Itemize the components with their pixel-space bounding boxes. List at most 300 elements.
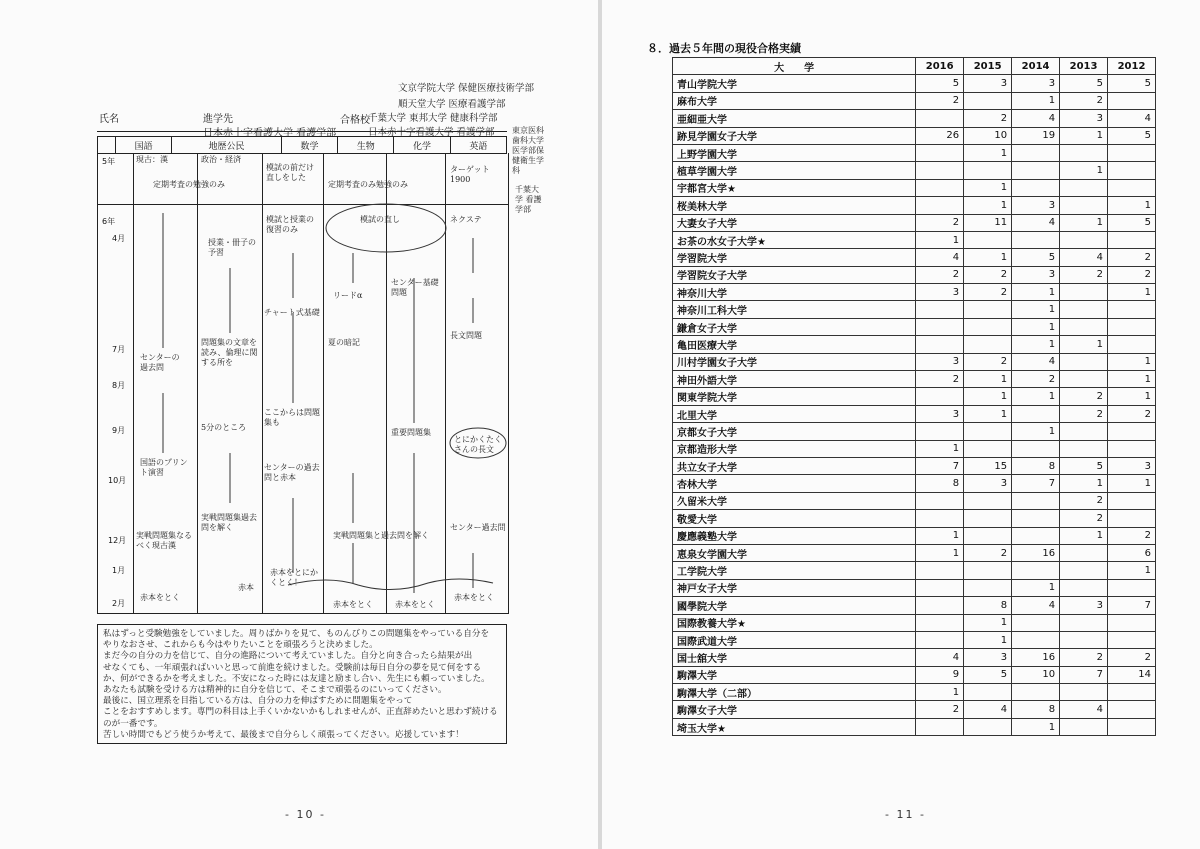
pass-count-cell: 5 (1060, 75, 1108, 92)
note-seibutsu-2: 模試の直し (360, 215, 400, 224)
pass-count-cell (1060, 231, 1108, 248)
pass-count-cell: 3 (1108, 457, 1156, 474)
pass-count-cell (1012, 405, 1060, 422)
university-name: 亜細亜大学 (673, 110, 916, 127)
university-name: 学習院女子大学 (673, 266, 916, 283)
row-august: 8月 (112, 381, 126, 390)
university-name: お茶の水女子大学★ (673, 231, 916, 248)
pass-count-cell (1012, 492, 1060, 509)
pass-count-cell (1060, 579, 1108, 596)
university-name: 神戸女子大学 (673, 579, 916, 596)
pass-count-cell (1108, 440, 1156, 457)
note-sugaku-4: ここからは問題集も (264, 408, 320, 427)
note-eigo-2: ネクステ (450, 215, 482, 224)
pass-count-cell: 1 (1060, 162, 1108, 179)
note-eigo-5: センター過去問 (450, 523, 506, 532)
pass-count-cell: 7 (1108, 597, 1156, 614)
pass-count-cell (1108, 162, 1156, 179)
pass-count-cell (1060, 197, 1108, 214)
pass-count-cell: 10 (964, 127, 1012, 144)
pass-count-cell: 1 (1012, 318, 1060, 335)
university-name: 神田外語大学 (673, 371, 916, 388)
pass-count-cell (1060, 614, 1108, 631)
note-kagaku-1: センター基礎問題 (391, 278, 439, 297)
pass-count-cell (916, 492, 964, 509)
pass-count-cell (916, 423, 964, 440)
pass-count-cell: 2 (1060, 405, 1108, 422)
pass-count-cell (1060, 301, 1108, 318)
pass-count-cell (964, 336, 1012, 353)
pass-count-cell: 3 (916, 353, 964, 370)
pass-count-cell: 7 (1060, 666, 1108, 683)
column-seibutsu: 生物 (338, 137, 394, 154)
pass-count-cell (1012, 527, 1060, 544)
row-october: 10月 (108, 476, 127, 485)
pass-count-cell (964, 318, 1012, 335)
table-row (673, 388, 1156, 405)
pass-count-cell (916, 197, 964, 214)
pass-count-cell: 1 (1060, 127, 1108, 144)
study-schedule-header (97, 136, 507, 154)
pass-count-cell: 2 (916, 701, 964, 718)
pass-count-cell: 1 (1108, 284, 1156, 301)
pass-count-cell: 2 (1060, 388, 1108, 405)
note-chireki-4: 5分のところ (201, 423, 247, 432)
route-value: 日本赤十字看護大学 看護学部 (203, 128, 337, 139)
note-kokugo-3: センターの過去問 (140, 353, 180, 372)
row-6nen: 6年 (102, 217, 116, 226)
pass-count-cell: 1 (964, 631, 1012, 648)
pass-count-cell: 16 (1012, 649, 1060, 666)
pass-count-cell (1108, 701, 1156, 718)
note-seibutsu-5: 実戦問題集と過去問を解く (333, 531, 429, 540)
pass-count-cell: 3 (916, 405, 964, 422)
pass-count-cell (916, 388, 964, 405)
table-row (673, 631, 1156, 648)
pass-count-cell: 1 (916, 231, 964, 248)
pass-count-cell: 7 (916, 457, 964, 474)
university-name: 植草学園大学 (673, 162, 916, 179)
table-row (673, 318, 1156, 335)
pass-count-cell: 1 (916, 544, 964, 561)
table-row (673, 579, 1156, 596)
note-seibutsu-3: リードα (333, 291, 363, 300)
pass-count-cell: 14 (1108, 666, 1156, 683)
pass-count-cell (1060, 440, 1108, 457)
pass-count-cell: 4 (1012, 597, 1060, 614)
pass-count-cell (1060, 562, 1108, 579)
pass-count-cell (1012, 179, 1060, 196)
university-name: 埼玉大学★ (673, 718, 916, 735)
note-kagaku-2: 重要問題集 (391, 428, 431, 437)
table-row (673, 614, 1156, 631)
pass-count-cell: 1 (1108, 475, 1156, 492)
university-name: 上野学園大学 (673, 144, 916, 161)
passed-line-2: 順天堂大学 医療看護学部 (398, 99, 506, 110)
row-april: 4月 (112, 234, 126, 243)
header-university: 大 学 (673, 58, 916, 75)
pass-count-cell (916, 562, 964, 579)
pass-count-cell: 15 (964, 457, 1012, 474)
pass-count-cell (964, 510, 1012, 527)
table-row (673, 214, 1156, 231)
pass-count-cell (1012, 614, 1060, 631)
university-name: 国際武道大学 (673, 631, 916, 648)
pass-count-cell: 1 (964, 405, 1012, 422)
pass-count-cell: 2 (1108, 266, 1156, 283)
column-eigo: 英語 (450, 137, 506, 154)
pass-count-cell: 4 (1060, 249, 1108, 266)
pass-count-cell: 1 (1012, 284, 1060, 301)
header-year-2016: 2016 (916, 58, 964, 75)
right-page-number: - 11 - (885, 808, 926, 821)
pass-count-cell: 3 (1060, 597, 1108, 614)
pass-count-cell: 9 (916, 666, 964, 683)
university-name: 久留米大学 (673, 492, 916, 509)
table-row (673, 301, 1156, 318)
pass-count-cell: 1 (1012, 92, 1060, 109)
table-row (673, 544, 1156, 561)
table-row (673, 249, 1156, 266)
pass-count-cell: 2 (1108, 649, 1156, 666)
pass-count-cell: 1 (916, 684, 964, 701)
pass-count-cell: 4 (964, 701, 1012, 718)
table-row (673, 144, 1156, 161)
university-name: 学習院大学 (673, 249, 916, 266)
university-name: 川村学園女子大学 (673, 353, 916, 370)
pass-count-cell: 1 (1012, 388, 1060, 405)
note-seibutsu-1: 定期考査のみ勉強のみ (328, 180, 408, 189)
passed-line-5: 東京医科歯科大学 医学部保健衛生学科 (512, 126, 544, 175)
pass-count-cell (1060, 284, 1108, 301)
university-name: 慶應義塾大学 (673, 527, 916, 544)
pass-count-cell (964, 440, 1012, 457)
table-row (673, 197, 1156, 214)
left-page-number: - 10 - (285, 808, 326, 821)
pass-count-cell: 1 (964, 388, 1012, 405)
table-row (673, 371, 1156, 388)
note-eigo-4: とにかくたくさんの長文 (454, 435, 502, 454)
pass-count-cell: 1 (1108, 197, 1156, 214)
table-row (673, 353, 1156, 370)
pass-count-cell (916, 718, 964, 735)
table-row (673, 440, 1156, 457)
pass-count-cell (916, 179, 964, 196)
column-kokugo: 国語 (116, 137, 172, 154)
university-name: 共立女子大学 (673, 457, 916, 474)
university-name: 北里大学 (673, 405, 916, 422)
pass-count-cell (1108, 179, 1156, 196)
note-seibutsu-6: 赤本をとく (333, 600, 373, 609)
pass-count-cell (916, 110, 964, 127)
pass-count-cell (916, 336, 964, 353)
column-sugaku: 数学 (281, 137, 337, 154)
university-name: 工学院大学 (673, 562, 916, 579)
pass-count-cell: 3 (1012, 75, 1060, 92)
university-name: 神奈川工科大学 (673, 301, 916, 318)
student-essay: 私はずっと受験勉強をしていました。周りばかりを見て、ものんびりこの問題集をやっている自分を やりなおさせ、これからも今はやりたいことを頑張ろうと決めました。 まだ今の自分の力を信じて、自分の進路について考えていました。自分と向き合ったら結果が出 せなくても、一年頑張ればいいと思って前進を続けました。受験前は毎日自分の夢を見て何をする か、何ができるかを考えました。不安になった時には友達と励まし合い、先生にも頼っていました。 あなたも試験を受ける方は精神的に自分を信じて、そこまで頑張るのにいってください。 最後に、国立理系を目指している方は、自分の力を伸ばすために問題集をやって ことをおすすめします。専門の科目は上手くいかないかもしれませんが、正直辞めたいと思わず続けるのが一番です。 苦しい時間でもどう使うか考えて、最後まで自分らしく頑張ってください。応援しています！ (97, 624, 507, 744)
pass-count-cell (1012, 162, 1060, 179)
pass-count-cell: 4 (1012, 214, 1060, 231)
pass-count-cell: 2 (1108, 249, 1156, 266)
pass-count-cell: 2 (1060, 266, 1108, 283)
university-name: 神奈川大学 (673, 284, 916, 301)
passed-line-6: 千葉大学 看護学部 (515, 185, 542, 214)
note-sugaku-5: センターの過去問と赤本 (264, 463, 320, 482)
pass-count-cell (916, 301, 964, 318)
pass-count-cell: 5 (1108, 214, 1156, 231)
university-name: 宇都宮大学★ (673, 179, 916, 196)
pass-count-cell (1108, 718, 1156, 735)
pass-count-cell: 2 (1060, 649, 1108, 666)
header-rule (97, 131, 507, 132)
header-year-2013: 2013 (1060, 58, 1108, 75)
pass-count-cell: 2 (964, 110, 1012, 127)
note-chireki-3: 問題集の文章を読み、倫理に関する所を (201, 338, 258, 367)
note-kokugo-4: 国語のプリント演習 (140, 458, 188, 477)
pass-count-cell: 4 (1060, 701, 1108, 718)
pass-count-cell: 1 (964, 179, 1012, 196)
pass-count-cell: 1 (1012, 423, 1060, 440)
pass-count-cell: 1 (1012, 336, 1060, 353)
passed-line-3: 日本赤十字看護大学 看護学部 (368, 127, 495, 138)
table-row (673, 701, 1156, 718)
pass-count-cell: 3 (1060, 110, 1108, 127)
pass-count-cell (964, 562, 1012, 579)
row-february: 2月 (112, 599, 126, 608)
pass-count-cell: 5 (1108, 75, 1156, 92)
pass-count-cell: 1 (1060, 475, 1108, 492)
table-row (673, 492, 1156, 509)
pass-count-cell (1012, 631, 1060, 648)
note-seibutsu-4: 夏の暗記 (328, 338, 360, 347)
pass-count-cell (916, 162, 964, 179)
pass-count-cell (1108, 510, 1156, 527)
table-row (673, 649, 1156, 666)
pass-count-cell: 2 (916, 371, 964, 388)
pass-count-cell (964, 423, 1012, 440)
pass-count-cell (1012, 684, 1060, 701)
row-september: 9月 (112, 426, 126, 435)
pass-count-cell (964, 527, 1012, 544)
column-kagaku: 化学 (394, 137, 450, 154)
pass-count-cell: 8 (964, 597, 1012, 614)
note-kokugo-5: 実戦問題集なるべく現古漢 (136, 531, 192, 550)
pass-count-cell: 7 (1012, 475, 1060, 492)
pass-count-cell: 1 (916, 527, 964, 544)
pass-count-cell (916, 144, 964, 161)
pass-count-cell: 1 (1012, 301, 1060, 318)
table-row (673, 127, 1156, 144)
pass-count-cell: 2 (964, 544, 1012, 561)
row-january: 1月 (112, 566, 126, 575)
table-row (673, 597, 1156, 614)
pass-count-cell: 2 (964, 353, 1012, 370)
section-title: ８．過去５年間の現役合格実績 (647, 42, 801, 55)
pass-count-cell: 3 (1012, 266, 1060, 283)
header-year-2015: 2015 (964, 58, 1012, 75)
pass-count-cell (1108, 92, 1156, 109)
university-name: 鎌倉女子大学 (673, 318, 916, 335)
pass-count-cell (1108, 631, 1156, 648)
note-eigo-3: 長文問題 (450, 331, 482, 340)
pass-count-cell (1108, 336, 1156, 353)
university-name: 國學院大学 (673, 597, 916, 614)
pass-count-cell: 2 (1060, 510, 1108, 527)
pass-count-cell (916, 597, 964, 614)
pass-count-cell (916, 579, 964, 596)
pass-count-cell (1108, 423, 1156, 440)
passed-line-4: 千葉大学 東邦大学 健康科学部 (368, 113, 498, 124)
pass-count-cell: 1 (1060, 336, 1108, 353)
table-row (673, 75, 1156, 92)
pass-count-cell: 2 (1012, 371, 1060, 388)
pass-count-cell: 1 (964, 614, 1012, 631)
name-label: 氏名 (99, 114, 119, 125)
pass-count-cell (964, 492, 1012, 509)
table-row (673, 92, 1156, 109)
table-row (673, 284, 1156, 301)
pass-count-cell: 1 (1108, 371, 1156, 388)
table-row (673, 336, 1156, 353)
pass-count-cell: 3 (1012, 197, 1060, 214)
university-name: 駒澤女子大学 (673, 701, 916, 718)
pass-count-cell: 4 (1108, 110, 1156, 127)
pass-count-cell: 16 (1012, 544, 1060, 561)
pass-count-cell (1012, 562, 1060, 579)
pass-count-cell: 3 (964, 475, 1012, 492)
pass-count-cell: 4 (916, 649, 964, 666)
pass-count-cell (1060, 684, 1108, 701)
pass-count-cell (1060, 144, 1108, 161)
note-sugaku-6: 赤本をとにかくとく！ (270, 568, 318, 587)
table-row (673, 666, 1156, 683)
pass-count-cell: 5 (1060, 457, 1108, 474)
pass-count-cell (1060, 544, 1108, 561)
pass-count-cell: 2 (1108, 405, 1156, 422)
pass-count-cell: 11 (964, 214, 1012, 231)
note-sugaku-1: 模試の前だけ直しをした (266, 163, 314, 182)
pass-count-cell (1108, 614, 1156, 631)
pass-count-cell: 1 (1060, 527, 1108, 544)
pass-count-cell (964, 684, 1012, 701)
pass-count-cell: 1 (1012, 718, 1060, 735)
pass-count-cell: 1 (1060, 214, 1108, 231)
university-name: 駒澤大学 (673, 666, 916, 683)
pass-count-cell (1060, 423, 1108, 440)
table-row (673, 405, 1156, 422)
table-row (673, 457, 1156, 474)
pass-count-cell (916, 614, 964, 631)
pass-count-cell: 4 (916, 249, 964, 266)
table-row (673, 266, 1156, 283)
table-row (673, 423, 1156, 440)
row-5nen: 5年 (102, 157, 116, 166)
pass-count-cell (916, 318, 964, 335)
pass-count-cell: 1 (964, 249, 1012, 266)
pass-count-cell: 1 (964, 371, 1012, 388)
pass-count-cell (964, 718, 1012, 735)
header-year-2014: 2014 (1012, 58, 1060, 75)
pass-count-cell (916, 510, 964, 527)
pass-count-cell (1108, 231, 1156, 248)
pass-count-cell (1108, 144, 1156, 161)
university-name: 亀田医療大学 (673, 336, 916, 353)
table-row (673, 718, 1156, 735)
note-chireki-2: 授業・冊子の予習 (208, 238, 256, 257)
pass-count-cell: 26 (916, 127, 964, 144)
pass-count-cell: 2 (1060, 92, 1108, 109)
note-kokugo-1: 現古：漢 (136, 155, 168, 164)
table-row (673, 562, 1156, 579)
table-row (673, 231, 1156, 248)
pass-count-cell: 5 (916, 75, 964, 92)
pass-count-cell (1060, 179, 1108, 196)
table-row (673, 110, 1156, 127)
university-name: 関東学院大学 (673, 388, 916, 405)
pass-count-cell (964, 301, 1012, 318)
pass-count-cell (1012, 510, 1060, 527)
university-name: 青山学院大学 (673, 75, 916, 92)
note-eigo-6: 赤本をとく (454, 593, 494, 602)
pass-count-cell (964, 162, 1012, 179)
table-row (673, 179, 1156, 196)
row-july: 7月 (112, 345, 126, 354)
pass-count-cell: 6 (1108, 544, 1156, 561)
pass-count-cell (1060, 718, 1108, 735)
pass-count-cell: 5 (964, 666, 1012, 683)
pass-count-cell: 1 (964, 197, 1012, 214)
pass-count-cell (1108, 684, 1156, 701)
pass-count-cell: 19 (1012, 127, 1060, 144)
pass-count-cell: 2 (916, 92, 964, 109)
note-chireki-5: 実戦問題集過去問を解く (201, 513, 257, 532)
header-year-2012: 2012 (1108, 58, 1156, 75)
passed-line-1: 文京学院大学 保健医療技術学部 (398, 83, 535, 94)
note-kokugo-6: 赤本をとく (140, 593, 180, 602)
pass-count-cell: 10 (1012, 666, 1060, 683)
pass-count-cell (1060, 631, 1108, 648)
university-name: 敬愛大学 (673, 510, 916, 527)
university-name: 桜美林大学 (673, 197, 916, 214)
pass-count-cell (964, 579, 1012, 596)
pass-count-cell (1108, 579, 1156, 596)
pass-count-cell (1108, 301, 1156, 318)
note-sugaku-3: チャート式基礎 (264, 308, 320, 317)
pass-count-cell: 2 (1108, 527, 1156, 544)
table-row (673, 510, 1156, 527)
university-name: 恵泉女学園大学 (673, 544, 916, 561)
note-chireki-6: 赤本 (238, 583, 254, 592)
pass-count-cell (916, 631, 964, 648)
pass-count-cell (1060, 353, 1108, 370)
pass-count-cell: 4 (1012, 353, 1060, 370)
pass-count-cell: 4 (1012, 110, 1060, 127)
pass-count-cell (1108, 318, 1156, 335)
pass-count-cell (964, 92, 1012, 109)
pass-count-cell: 2 (916, 214, 964, 231)
route-label: 進学先 (203, 114, 233, 125)
university-name: 大妻女子大学 (673, 214, 916, 231)
study-schedule-body (97, 153, 509, 614)
pass-count-cell: 2 (964, 284, 1012, 301)
note-eigo-1: ターゲット1900 (450, 165, 490, 184)
pass-count-cell (1012, 440, 1060, 457)
pass-count-cell (964, 231, 1012, 248)
row-december: 12月 (108, 536, 127, 545)
pass-count-cell: 3 (964, 75, 1012, 92)
table-row (673, 527, 1156, 544)
